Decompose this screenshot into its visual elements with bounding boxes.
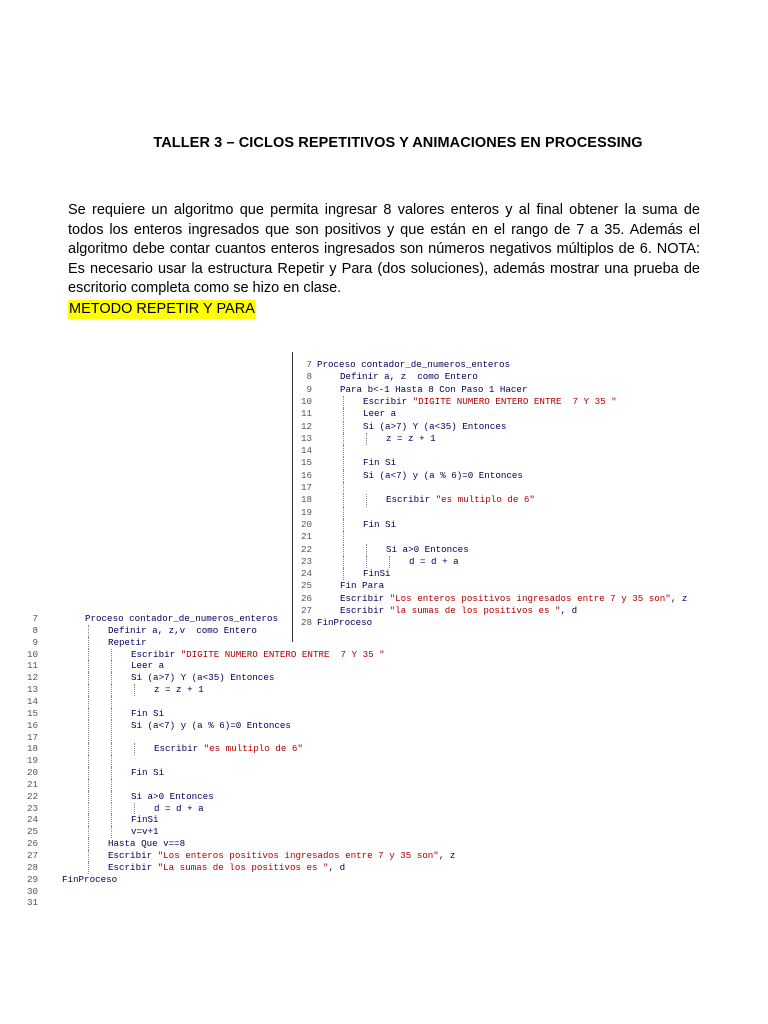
- indent-guide: [111, 649, 112, 661]
- indent-guide: [111, 791, 112, 803]
- indent-guide: [343, 568, 344, 580]
- code-line: [296, 531, 736, 543]
- code-line: [296, 371, 736, 383]
- code-line: [22, 625, 492, 637]
- code-line: [22, 660, 492, 672]
- line-number: 28: [300, 617, 312, 629]
- line-number: 31: [26, 897, 38, 909]
- code-line: [22, 838, 492, 850]
- code-text: z = z + 1: [154, 684, 204, 696]
- indent-guide: [389, 556, 390, 568]
- indent-guide: [343, 556, 344, 568]
- indent-guide: [111, 767, 112, 779]
- line-number: 21: [300, 531, 312, 543]
- code-screenshot-repetir: [22, 613, 492, 909]
- code-divider: [292, 352, 293, 642]
- line-number: 18: [300, 494, 312, 506]
- indent-guide: [111, 684, 112, 696]
- line-number: 17: [26, 731, 38, 743]
- line-number: 26: [300, 592, 312, 604]
- code-line: [296, 556, 736, 568]
- code-text: Fin Si: [363, 518, 397, 530]
- indent-guide: [111, 755, 112, 767]
- code-line: [296, 494, 736, 506]
- code-line: [296, 396, 736, 408]
- indent-guide: [111, 720, 112, 732]
- code-text: Escribir "Los enteros positivos ingresados entre 7 y 35 son", z: [340, 592, 688, 604]
- code-line: [296, 408, 736, 420]
- line-number: 9: [306, 383, 312, 395]
- line-number: 14: [300, 445, 312, 457]
- line-number: 29: [26, 873, 38, 885]
- indent-guide: [111, 660, 112, 672]
- line-number: 23: [300, 555, 312, 567]
- indent-guide: [343, 531, 344, 543]
- code-line: [22, 732, 492, 744]
- code-text: Proceso contador_de_numeros_enteros: [85, 613, 278, 624]
- code-line: [22, 803, 492, 815]
- indent-guide: [88, 755, 89, 767]
- code-line: [22, 743, 492, 755]
- code-line: [22, 708, 492, 720]
- indent-guide: [88, 826, 89, 838]
- code-text: Para b<-1 Hasta 8 Con Paso 1 Hacer: [340, 383, 528, 395]
- line-number: 19: [26, 755, 38, 767]
- indent-guide: [88, 850, 89, 862]
- line-number: 13: [26, 684, 38, 696]
- code-text: d = d + a: [409, 555, 459, 567]
- code-line: [22, 684, 492, 696]
- line-number: 8: [306, 371, 312, 383]
- line-number: 16: [26, 719, 38, 731]
- line-number: 7: [32, 613, 38, 624]
- code-text: Escribir "es multiplo de 6": [386, 494, 535, 506]
- indent-guide: [88, 637, 89, 649]
- code-text: Escribir "La sumas de los positivos es ", d: [108, 861, 346, 873]
- indent-guide: [88, 660, 89, 672]
- indent-guide: [343, 507, 344, 519]
- code-line: [22, 826, 492, 838]
- indent-guide: [88, 743, 89, 755]
- code-text: FinSi: [131, 814, 159, 826]
- code-line: [22, 755, 492, 767]
- line-number: 27: [26, 850, 38, 861]
- indent-guide: [88, 779, 89, 791]
- code-text: Hasta Que v==8: [108, 838, 186, 850]
- line-number: 22: [300, 543, 312, 555]
- indent-guide: [111, 696, 112, 708]
- code-text: d = d + a: [154, 802, 204, 814]
- line-number: 11: [300, 408, 312, 420]
- indent-guide: [88, 803, 89, 815]
- indent-guide: [134, 803, 135, 815]
- code-text: Escribir "es multiplo de 6": [154, 743, 303, 755]
- indent-guide: [343, 519, 344, 531]
- indent-guide: [343, 445, 344, 457]
- indent-guide: [88, 672, 89, 684]
- line-number: 20: [26, 767, 38, 779]
- line-number: 23: [26, 802, 38, 814]
- line-number: 14: [26, 695, 38, 707]
- indent-guide: [88, 791, 89, 803]
- problem-statement: Se requiere un algoritmo que permita ingresar 8 valores enteros y al final obtener la suma de todos los enteros ingresados que son positivos y que están en el rango de 7 a 35. Además el algoritmo debe contar cuantos enteros ingresados son números negativos múltiplos de 6. NOTA: Es necesario usar la estructura Repetir y Para (dos soluciones), además mostrar una prueba de escritorio completa como se hizo en clase.: [68, 202, 700, 297]
- line-number: 22: [26, 790, 38, 802]
- code-line: [22, 862, 492, 874]
- code-line: [22, 767, 492, 779]
- code-text: Escribir "Los enteros positivos ingresados entre 7 y 35 son", z: [108, 850, 456, 861]
- code-text: Proceso contador_de_numeros_enteros: [317, 359, 510, 370]
- indent-guide: [134, 743, 135, 755]
- line-number: 21: [26, 778, 38, 790]
- code-line: [22, 613, 492, 625]
- line-number: 27: [300, 605, 312, 616]
- indent-guide: [343, 396, 344, 408]
- code-line: [22, 720, 492, 732]
- code-text: Fin Para: [340, 580, 385, 592]
- indent-guide: [111, 814, 112, 826]
- indent-guide: [88, 862, 89, 874]
- indent-guide: [88, 708, 89, 720]
- code-line: [296, 507, 736, 519]
- indent-guide: [88, 696, 89, 708]
- code-line: [296, 445, 736, 457]
- indent-guide: [343, 470, 344, 482]
- indent-guide: [111, 779, 112, 791]
- code-text: Si (a<7) y (a % 6)=0 Entonces: [363, 469, 523, 481]
- indent-guide: [111, 803, 112, 815]
- line-number: 7: [306, 359, 312, 370]
- line-number: 15: [300, 457, 312, 469]
- indent-guide: [343, 482, 344, 494]
- code-text: Fin Si: [363, 457, 397, 469]
- code-text: FinProceso: [62, 873, 118, 885]
- indent-guide: [88, 684, 89, 696]
- line-number: 12: [300, 420, 312, 432]
- code-line: [296, 482, 736, 494]
- line-number: 13: [300, 432, 312, 444]
- code-line: [296, 433, 736, 445]
- indent-guide: [366, 544, 367, 556]
- indent-guide: [343, 433, 344, 445]
- line-number: 18: [26, 743, 38, 755]
- line-number: 9: [32, 636, 38, 648]
- code-line: [296, 470, 736, 482]
- code-line: [296, 544, 736, 556]
- code-text: z = z + 1: [386, 432, 436, 444]
- code-line: [296, 568, 736, 580]
- code-text: FinProceso: [317, 617, 373, 629]
- code-line: [22, 779, 492, 791]
- indent-guide: [343, 408, 344, 420]
- code-line: [22, 791, 492, 803]
- indent-guide: [88, 649, 89, 661]
- indent-guide: [111, 743, 112, 755]
- line-number: 24: [300, 568, 312, 580]
- code-text: Escribir "DIGITE NUMERO ENTERO ENTRE 7 Y 35 ": [363, 395, 617, 407]
- code-text: Fin Si: [131, 767, 165, 779]
- code-text: Escribir "la sumas de los positivos es ", d: [340, 605, 578, 616]
- code-line: [296, 421, 736, 433]
- indent-guide: [366, 494, 367, 506]
- code-text: Leer a: [363, 408, 397, 420]
- code-text: FinSi: [363, 568, 391, 580]
- code-line: [22, 814, 492, 826]
- code-text: Si a>0 Entonces: [386, 543, 469, 555]
- code-text: Si (a<7) y (a % 6)=0 Entonces: [131, 719, 291, 731]
- code-text: Si (a>7) Y (a<35) Entonces: [131, 672, 275, 684]
- code-screenshot-para: [296, 359, 736, 635]
- line-number: 12: [26, 672, 38, 684]
- code-line: [296, 593, 736, 605]
- indent-guide: [88, 838, 89, 850]
- indent-guide: [88, 625, 89, 637]
- code-line: [22, 696, 492, 708]
- line-number: 10: [26, 648, 38, 660]
- line-number: 10: [300, 395, 312, 407]
- indent-guide: [343, 494, 344, 506]
- document-title: TALLER 3 – CICLOS REPETITIVOS Y ANIMACIONES EN PROCESSING: [153, 135, 643, 151]
- line-number: 30: [26, 885, 38, 897]
- line-number: 25: [300, 580, 312, 592]
- code-text: Definir a, z como Entero: [340, 371, 478, 383]
- indent-guide: [88, 814, 89, 826]
- code-line: [22, 672, 492, 684]
- indent-guide: [343, 544, 344, 556]
- line-number: 25: [26, 826, 38, 838]
- code-line: [296, 580, 736, 592]
- line-number: 17: [300, 482, 312, 493]
- line-number: 8: [32, 624, 38, 636]
- indent-guide: [343, 421, 344, 433]
- code-line: [22, 874, 492, 886]
- code-line: [22, 649, 492, 661]
- indent-guide: [111, 826, 112, 838]
- code-line: [22, 637, 492, 649]
- indent-guide: [111, 708, 112, 720]
- line-number: 15: [26, 707, 38, 719]
- code-line: [22, 850, 492, 862]
- code-line: [296, 519, 736, 531]
- code-text: Escribir "DIGITE NUMERO ENTERO ENTRE 7 Y 35 ": [131, 648, 385, 660]
- line-number: 11: [26, 660, 38, 672]
- code-line: [296, 457, 736, 469]
- code-text: Repetir: [108, 636, 147, 648]
- code-line: [22, 886, 492, 898]
- indent-guide: [88, 720, 89, 732]
- indent-guide: [366, 556, 367, 568]
- indent-guide: [111, 672, 112, 684]
- code-text: Leer a: [131, 660, 165, 672]
- line-number: 16: [300, 469, 312, 481]
- code-text: Si (a>7) Y (a<35) Entonces: [363, 420, 507, 432]
- code-text: v=v+1: [131, 826, 159, 838]
- indent-guide: [88, 767, 89, 779]
- indent-guide: [88, 732, 89, 744]
- code-text: Si a>0 Entonces: [131, 790, 214, 802]
- line-number: 20: [300, 518, 312, 530]
- line-number: 24: [26, 814, 38, 826]
- indent-guide: [134, 684, 135, 696]
- method-highlight: METODO REPETIR Y PARA: [69, 301, 255, 317]
- line-number: 26: [26, 838, 38, 850]
- code-line: [296, 359, 736, 371]
- line-number: 19: [300, 506, 312, 518]
- code-line: [22, 897, 492, 909]
- code-text: Fin Si: [131, 707, 165, 719]
- indent-guide: [111, 732, 112, 744]
- line-number: 28: [26, 861, 38, 873]
- code-text: Definir a, z,v como Entero: [108, 624, 257, 636]
- indent-guide: [366, 433, 367, 445]
- indent-guide: [343, 457, 344, 469]
- code-line: [296, 384, 736, 396]
